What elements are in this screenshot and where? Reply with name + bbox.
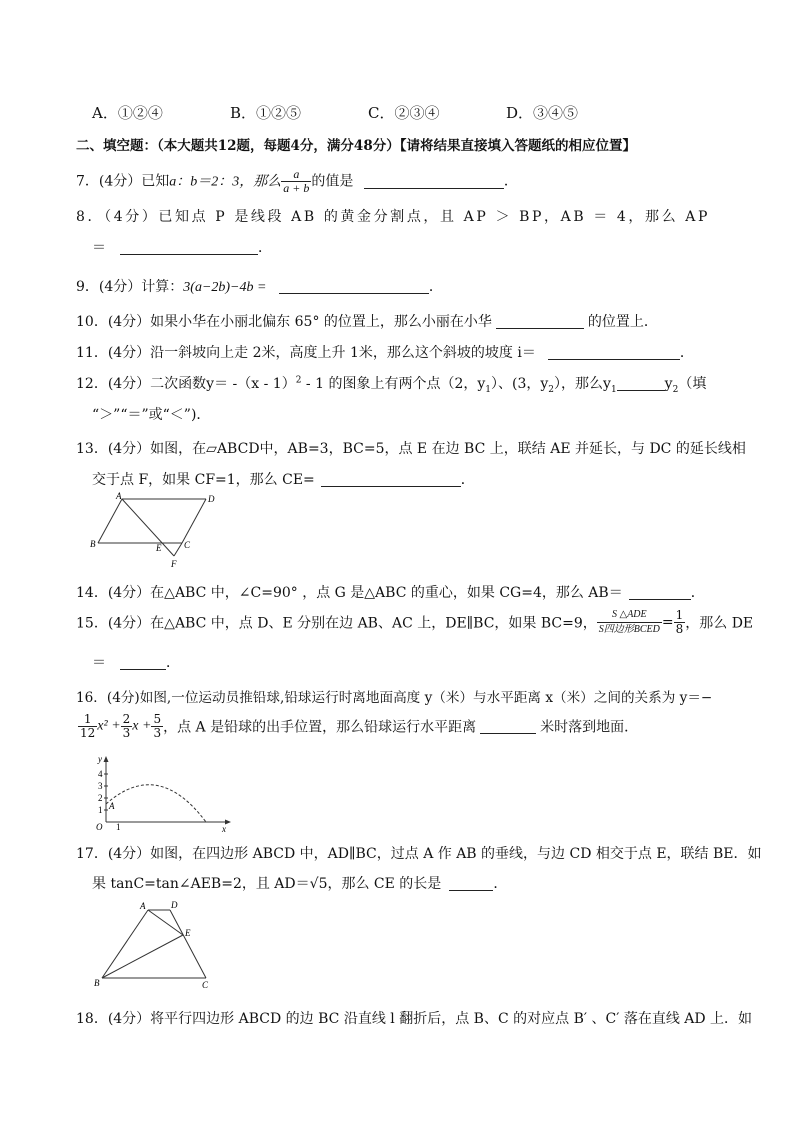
q12-answer-blank[interactable]	[617, 376, 665, 391]
label-e: E	[185, 928, 191, 938]
question-8-line1: 8．（4分）已知点 P 是线段 AB 的黄金分割点，且 AP ＞ BP，AB ＝ 4，那么 AP	[76, 209, 711, 225]
question-17-line2: 果 tanC=tan∠AEB=2，且 AD＝√5，那么 CE 的长是 ．	[92, 876, 508, 892]
q14-answer-blank[interactable]	[629, 585, 691, 600]
question-13-line2: 交于点 F，如果 CF=1，那么 CE= ．	[92, 472, 475, 488]
q11-answer-blank[interactable]	[548, 345, 680, 360]
question-16-line2: $\frac{1}{12}$ x² + $\frac{2}{3}$ x + $\frac{5}{3}$ ，点 A 是铅球的出手位置，那么铅球运行水平距离 米时落到地面．	[80, 712, 639, 740]
q16-answer-blank[interactable]	[480, 719, 536, 734]
graph-point-a: A	[109, 801, 115, 811]
q15-area-ratio: $\frac{\text{S △ADE}}{\text{S四边形BCED}}$	[598, 609, 660, 635]
q10-answer-blank[interactable]	[496, 314, 584, 329]
option-d: D．③④⑤	[506, 104, 579, 122]
q9-answer-blank[interactable]	[279, 279, 429, 294]
question-18-line1: 18．(4分）将平行四边形 ABCD 的边 BC 沿直线 l 翻折后，点 B、C 的对应点 B′ 、C′ 落在直线 AD 上．如	[76, 1011, 753, 1027]
section-header: 二、填空题：（本大题共12题，每题4分，满分48分）【请将结果直接填入答题纸的相应位置】	[76, 138, 636, 154]
question-7: 7．(4分）已知a：b＝2：3，那么 $\frac{a}{a + b}$ 的值是 ．	[76, 167, 518, 195]
q15-ratio-value: $\frac{1}{8}$	[675, 608, 684, 636]
graph-tick-3: 3	[98, 781, 103, 791]
q13-answer-blank[interactable]	[321, 472, 461, 487]
q17-quadrilateral-figure	[90, 898, 220, 990]
label-a: A	[116, 491, 122, 501]
label-e: E	[156, 543, 162, 553]
graph-origin: O	[96, 822, 103, 832]
graph-x-label: x	[222, 824, 226, 832]
q13-parallelogram-figure	[88, 490, 228, 570]
graph-tick-2: 2	[98, 793, 103, 803]
label-c: C	[184, 540, 191, 550]
question-17-line1: 17．(4分）如图，在四边形 ABCD 中，AD∥BC，过点 A 作 AB 的垂线，与边 CD 相交于点 E，联结 BE．如	[76, 846, 762, 862]
option-c: C．②③④	[368, 104, 440, 122]
question-12-line1: 12．(4分）二次函数y＝ -（x - 1）$^2$ - 1 的图象上有两个点（2，$y_1$）、(3，$y_2$），那么$y_1$ $y_2$（填	[76, 375, 707, 395]
graph-tick-4: 4	[98, 769, 103, 779]
q7-answer-blank[interactable]	[364, 174, 504, 189]
label-c: C	[202, 980, 209, 990]
question-14: 14．(4分）在△ABC 中，∠C=90° ，点 G 是△ABC 的重心，如果 CG=4，那么 AB＝ ．	[76, 585, 705, 601]
option-a: A．①②④	[92, 104, 163, 122]
q15-answer-blank[interactable]	[120, 655, 166, 670]
question-12-line2: “＞”“＝”或“＜”)．	[92, 407, 211, 423]
q8-answer-blank[interactable]	[120, 240, 258, 255]
question-10: 10．(4分）如果小华在小丽北偏东 65° 的位置上，那么小丽在小华 的位置上．	[76, 314, 658, 330]
question-11: 11．(4分）沿一斜坡向上走 2米，高度上升 1米，那么这个斜坡的坡度 i＝ ．	[76, 345, 694, 361]
label-b: B	[90, 539, 96, 549]
option-b: B．①②⑤	[230, 104, 302, 122]
question-9: 9．(4分）计算：3(a−2b)−4b = ．	[76, 279, 443, 295]
question-8-line2: ＝ ．	[92, 240, 272, 256]
graph-x-one: 1	[116, 822, 121, 832]
question-16-line1: 16．(4分)如图,一位运动员推铅球,铅球运行时离地面高度 y（米）与水平距离 x（米）之间的关系为 y＝−	[76, 690, 713, 706]
q17-answer-blank[interactable]	[449, 876, 493, 891]
label-d: D	[171, 900, 178, 910]
q7-fraction: $\frac{a}{a + b}$	[283, 167, 310, 195]
graph-y-label: y	[98, 754, 102, 764]
question-15-line2: ＝ ．	[92, 655, 180, 671]
label-a: A	[140, 901, 146, 911]
graph-tick-1: 1	[98, 805, 103, 815]
label-f: F	[171, 559, 177, 569]
question-15: 15．(4分）在△ABC 中，点 D、E 分别在边 AB、AC 上，DE∥BC，如果 BC=9， $\frac{\text{S △ADE}}{\text{S四边形BCED}}$ = $\frac{1}{8}$ ，那么 DE	[76, 608, 754, 636]
label-b: B	[94, 978, 100, 988]
question-13-line1: 13．(4分）如图，在▱ABCD中，AB=3，BC=5，点 E 在边 BC 上，联结 AE 并延长，与 DC 的延长线相	[76, 441, 746, 457]
q16-shotput-graph	[88, 752, 238, 832]
label-d: D	[208, 494, 215, 504]
